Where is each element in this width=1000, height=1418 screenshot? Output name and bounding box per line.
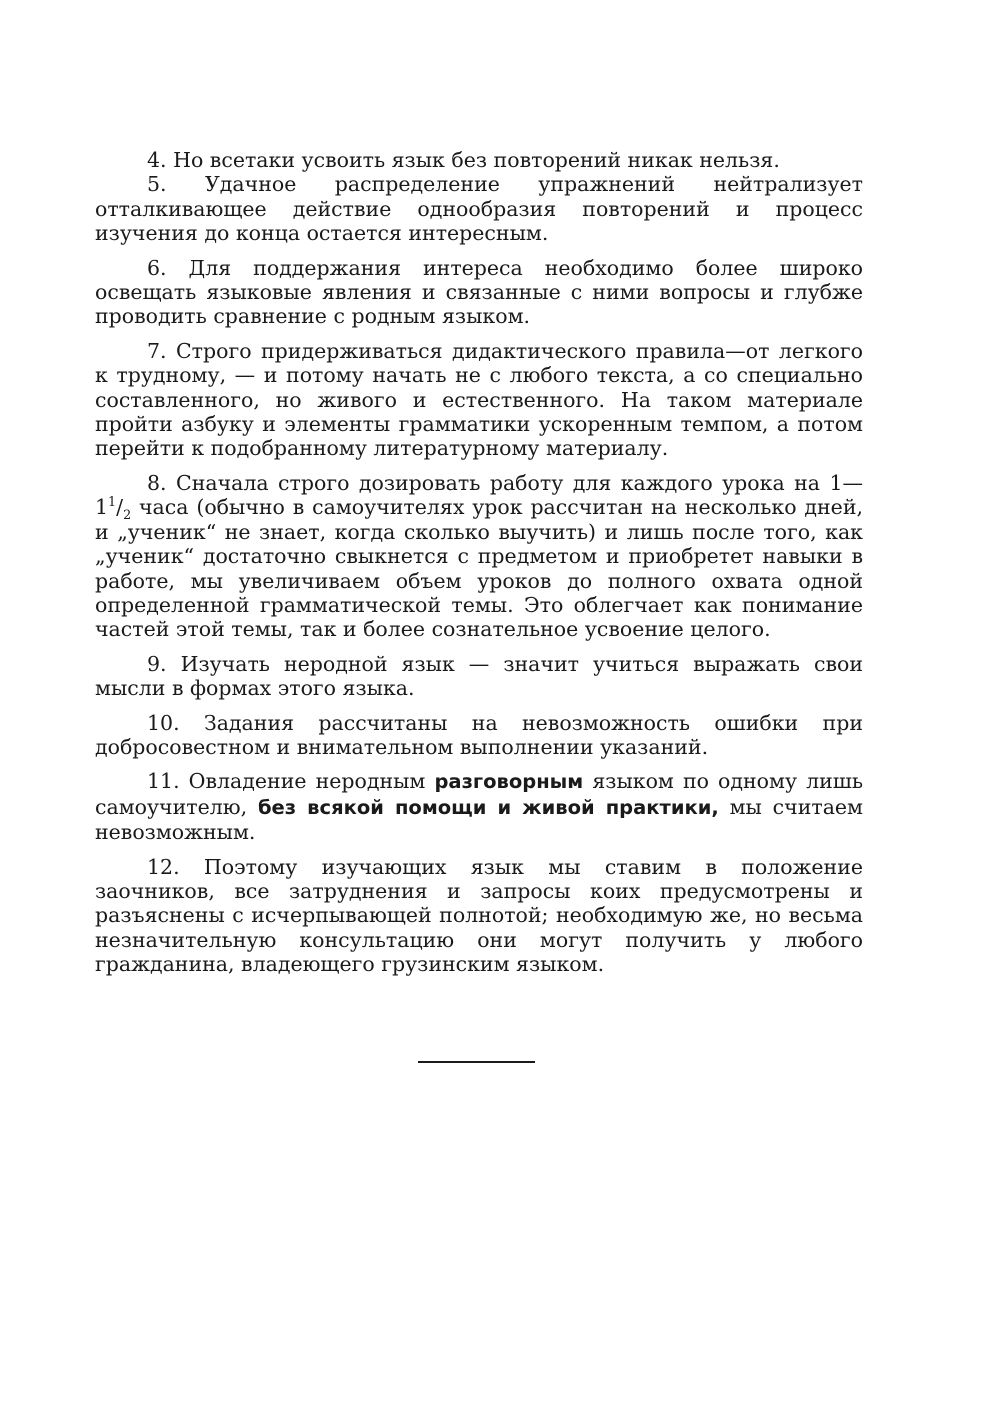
paragraph-4: 4. Но всетаки усвоить язык без повторений никак нельзя. [147,148,780,172]
paragraph-11 [95,769,863,844]
fraction-denominator: 2 [123,507,132,523]
fraction-numerator: 1 [108,494,117,510]
paragraph-11-part-3: мы считаем невозможным. [95,794,863,845]
paragraph-10: 10. Задания рассчитаны на невозможность ошибки при добросовестном и внимательном выполнении указаний. [95,710,863,759]
fraction-slash: / [116,495,124,520]
paragraph-8-lead: 8. Сначала строго дозировать работу для каждого урока на 1—1 [95,470,863,520]
paragraph-12: 12. Поэтому изучающих язык мы ставим в положение заочников, все затруднения и запросы коих предусмотрены и разъяснены с исчерпывающей полнотой; необходимую же, но весьма незначительную консультацию они могут получить у любого гражданина, владеющего грузинским языком. [95,854,863,977]
paragraph-11-bold-2: без всякой помощи и живой практики, [257,795,719,819]
closing-rule [418,1061,535,1063]
paragraph-11-part-1: 11. Овладение неродным [147,769,435,794]
fraction-one-half [108,494,132,523]
paragraph-8 [95,471,863,642]
paragraph-6: 6. Для поддержания интереса необходимо более широко освещать языковые явления и связанные с ними вопросы и глубже проводить сравнение с родным языком. [95,255,863,329]
paragraph-5: 5. Удачное распределение упражнений нейтрализует отталкивающее действие однообразия повторений и процесс изучения до конца остается интересным. [95,172,863,246]
paragraph-8-rest: часа (обычно в самоучителях урок рассчитан на несколько дней, и „ученик“ не знает, когда сколько выучить) и лишь после того, как „ученик“ достаточно свыкнется с предметом и приобретет навыки в работе, мы увеличиваем объем уроков до полного охвата одной определенной грамматической темы. Это облегчает как понимание частей этой темы, так и более сознательное усвоение целого. [95,495,863,642]
paragraph-11-bold-1: разговорным [434,770,584,794]
paragraph-7: 7. Строго придерживаться дидактического правила—от легкого к трудному, — и потому начать не с любого текста, а со специально составленного, но живого и естественного. На таком материале пройти азбуку и элементы грамматики ускоренным темпом, а потом перейти к подобранному литературному материалу. [95,338,863,461]
paragraph-9: 9. Изучать неродной язык — значит учиться выражать свои мысли в формах этого языка. [95,651,863,701]
document-page [95,148,863,977]
paragraph-11-part-2: языком по одному лишь самоучителю, [95,769,864,819]
